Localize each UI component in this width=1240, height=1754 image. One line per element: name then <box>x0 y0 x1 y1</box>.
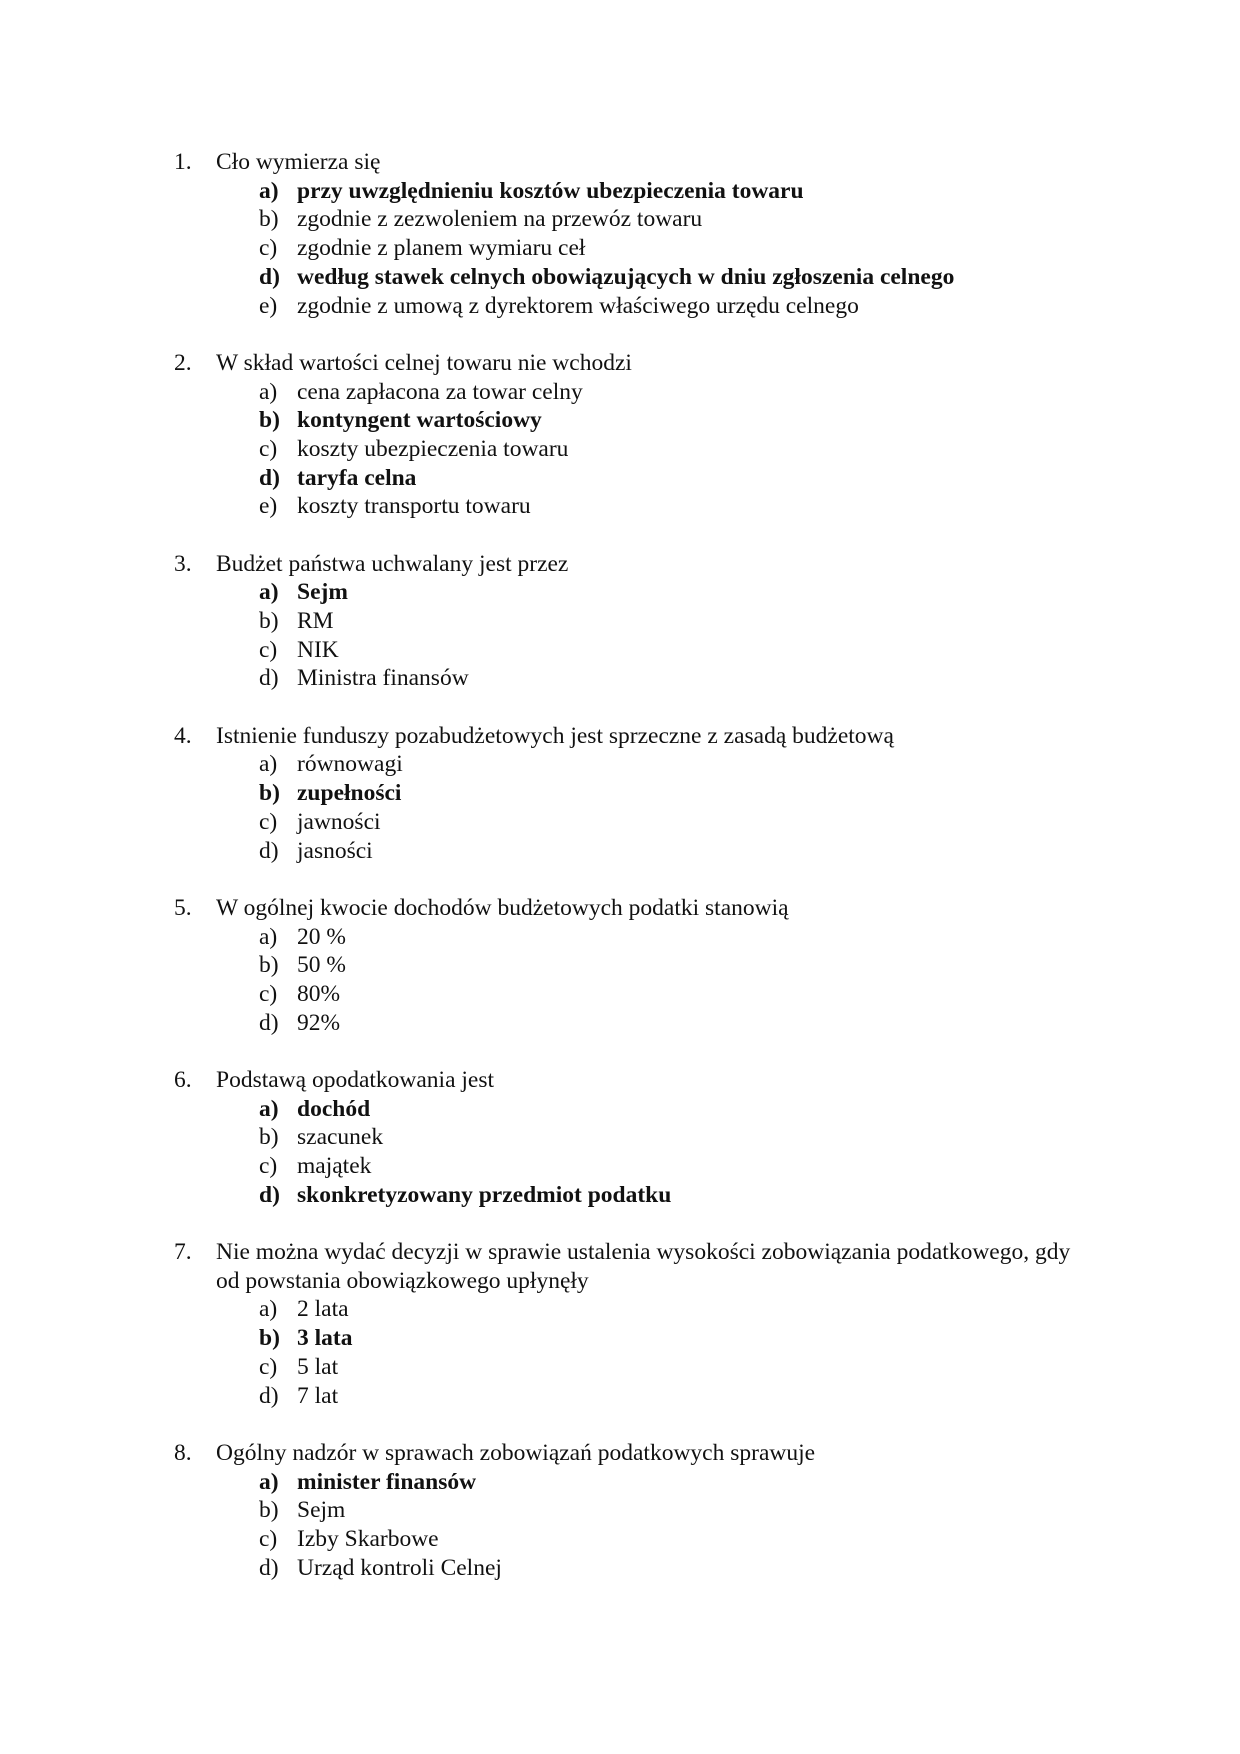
question <box>174 148 1094 320</box>
option-letter: a) <box>259 579 279 606</box>
option-letter: a) <box>259 1468 279 1495</box>
option-text: kontyngent wartościowy <box>297 407 542 434</box>
option-text: Ministra finansów <box>297 665 469 692</box>
option-text: koszty transportu towaru <box>297 493 531 520</box>
answer-option <box>259 234 1094 263</box>
option-letter: a) <box>259 1296 278 1323</box>
answer-option <box>259 1324 1094 1353</box>
question <box>174 550 1094 694</box>
option-letter: b) <box>259 952 279 979</box>
answer-options <box>174 378 1094 522</box>
option-text: Sejm <box>297 579 348 606</box>
answer-options <box>174 1295 1094 1410</box>
answer-option <box>259 263 1094 292</box>
option-letter: c) <box>259 1353 278 1380</box>
option-text: zgodnie z planem wymiaru ceł <box>297 235 586 262</box>
question-number: 1. <box>174 149 192 175</box>
option-letter: c) <box>259 1525 278 1552</box>
answer-options <box>174 750 1094 865</box>
option-text: RM <box>297 608 334 635</box>
answer-option <box>259 837 1094 866</box>
answer-option <box>259 1295 1094 1324</box>
answer-option <box>259 1095 1094 1124</box>
answer-option <box>259 664 1094 693</box>
answer-option <box>259 923 1094 952</box>
answer-option <box>259 808 1094 837</box>
answer-option <box>259 1525 1094 1554</box>
option-text: zgodnie z zezwoleniem na przewóz towaru <box>297 206 703 233</box>
answer-option <box>259 1152 1094 1181</box>
question-header <box>174 1066 1094 1095</box>
question <box>174 1439 1094 1583</box>
answer-option <box>259 1009 1094 1038</box>
option-letter: e) <box>259 292 278 319</box>
option-letter: c) <box>259 980 278 1007</box>
option-letter: b) <box>259 206 279 233</box>
option-letter: d) <box>259 665 279 692</box>
option-text: skonkretyzowany przedmiot podatku <box>297 1181 672 1208</box>
option-text: 2 lata <box>297 1296 349 1323</box>
answer-option <box>259 1181 1094 1210</box>
option-text: taryfa celna <box>297 464 417 491</box>
question-text: Podstawą opodatkowania jest <box>216 1066 495 1093</box>
answer-option <box>259 435 1094 464</box>
option-letter: b) <box>259 608 279 635</box>
answer-option <box>259 1353 1094 1382</box>
option-letter: d) <box>259 464 280 491</box>
answer-option <box>259 464 1094 493</box>
option-letter: d) <box>259 263 280 290</box>
question-text: Istnienie funduszy pozabudżetowych jest sprzeczne z zasadą budżetową <box>216 722 894 749</box>
question-number: 5. <box>174 894 192 921</box>
option-letter: a) <box>259 177 279 204</box>
option-text: Sejm <box>297 1497 346 1524</box>
option-text: jasności <box>297 837 373 864</box>
answer-option <box>259 750 1094 779</box>
question-number: 7. <box>174 1239 192 1266</box>
question-text: W ogólnej kwocie dochodów budżetowych podatki stanowią <box>216 894 789 921</box>
option-letter: c) <box>259 235 278 262</box>
question-text: Ogólny nadzór w sprawach zobowiązań podatkowych sprawuje <box>216 1439 816 1466</box>
option-letter: c) <box>259 1153 278 1180</box>
option-letter: a) <box>259 751 278 778</box>
option-text: według stawek celnych obowiązujących w dniu zgłoszenia celnego <box>297 263 955 290</box>
question-header <box>174 148 1094 177</box>
option-text: szacunek <box>297 1124 384 1151</box>
answer-option <box>259 980 1094 1009</box>
question <box>174 894 1094 1038</box>
question-number: 2. <box>174 349 192 376</box>
question-number: 3. <box>174 550 192 577</box>
option-text: jawności <box>297 808 381 835</box>
answer-option <box>259 636 1094 665</box>
question-header <box>174 894 1094 923</box>
option-text: Urząd kontroli Celnej <box>297 1554 502 1581</box>
option-letter: e) <box>259 493 278 520</box>
option-text: cena zapłacona za towar celny <box>297 378 583 405</box>
answer-option <box>259 1382 1094 1411</box>
option-text: zupełności <box>297 780 402 807</box>
question-header <box>174 550 1094 579</box>
answer-option <box>259 406 1094 435</box>
question-number: 6. <box>174 1066 192 1093</box>
option-letter: d) <box>259 1382 279 1409</box>
option-text: zgodnie z umową z dyrektorem właściwego urzędu celnego <box>297 292 859 319</box>
answer-option <box>259 779 1094 808</box>
option-letter: c) <box>259 435 278 462</box>
option-letter: b) <box>259 407 280 434</box>
option-text: minister finansów <box>297 1468 477 1495</box>
question <box>174 1238 1094 1410</box>
question-text: Nie można wydać decyzji w sprawie ustalenia wysokości zobowiązania podatkowego, gdy od powstania obowiązkowego upłynęły <box>216 1239 1071 1294</box>
answer-options <box>174 177 1094 321</box>
option-letter: c) <box>259 636 278 663</box>
answer-options <box>174 1468 1094 1583</box>
option-text: 3 lata <box>297 1325 353 1352</box>
answer-options <box>174 1095 1094 1210</box>
question <box>174 349 1094 521</box>
answer-option <box>259 177 1094 206</box>
answer-options <box>174 923 1094 1038</box>
option-letter: a) <box>259 923 278 950</box>
option-letter: d) <box>259 1554 279 1581</box>
answer-option <box>259 292 1094 321</box>
option-text: 92% <box>297 1009 341 1036</box>
question-text: Cło wymierza się <box>216 149 381 175</box>
option-letter: b) <box>259 1325 280 1352</box>
answer-option <box>259 205 1094 234</box>
option-letter: b) <box>259 1124 279 1151</box>
answer-option <box>259 1123 1094 1152</box>
question-header <box>174 1439 1094 1468</box>
answer-option <box>259 578 1094 607</box>
answer-option <box>259 1496 1094 1525</box>
option-text: 20 % <box>297 923 346 950</box>
option-text: 80% <box>297 980 341 1007</box>
option-letter: c) <box>259 808 278 835</box>
question-number: 8. <box>174 1439 192 1466</box>
answer-option <box>259 378 1094 407</box>
answer-option <box>259 951 1094 980</box>
option-letter: d) <box>259 837 279 864</box>
question-text: W skład wartości celnej towaru nie wchodzi <box>216 349 632 376</box>
answer-options <box>174 578 1094 693</box>
question-number: 4. <box>174 722 192 749</box>
answer-option <box>259 607 1094 636</box>
option-letter: a) <box>259 1095 279 1122</box>
option-text: 5 lat <box>297 1353 339 1380</box>
question-header <box>174 722 1094 751</box>
answer-option <box>259 1468 1094 1497</box>
question <box>174 1066 1094 1210</box>
answer-option <box>259 1554 1094 1583</box>
option-text: Izby Skarbowe <box>297 1525 439 1552</box>
option-text: 7 lat <box>297 1382 339 1409</box>
question-header <box>174 349 1094 378</box>
answer-option <box>259 492 1094 521</box>
option-text: majątek <box>297 1153 372 1180</box>
question-text: Budżet państwa uchwalany jest przez <box>216 550 569 577</box>
option-text: przy uwzględnieniu kosztów ubezpieczenia towaru <box>297 177 804 204</box>
option-text: równowagi <box>297 751 403 778</box>
option-text: 50 % <box>297 952 346 979</box>
option-letter: a) <box>259 378 278 405</box>
option-text: dochód <box>297 1095 371 1122</box>
option-letter: b) <box>259 780 280 807</box>
question <box>174 722 1094 866</box>
option-letter: b) <box>259 1497 279 1524</box>
question-list <box>174 148 1094 1611</box>
option-letter: d) <box>259 1181 280 1208</box>
option-text: NIK <box>297 636 339 663</box>
option-text: koszty ubezpieczenia towaru <box>297 435 569 462</box>
question-header <box>174 1238 1094 1295</box>
option-letter: d) <box>259 1009 279 1036</box>
